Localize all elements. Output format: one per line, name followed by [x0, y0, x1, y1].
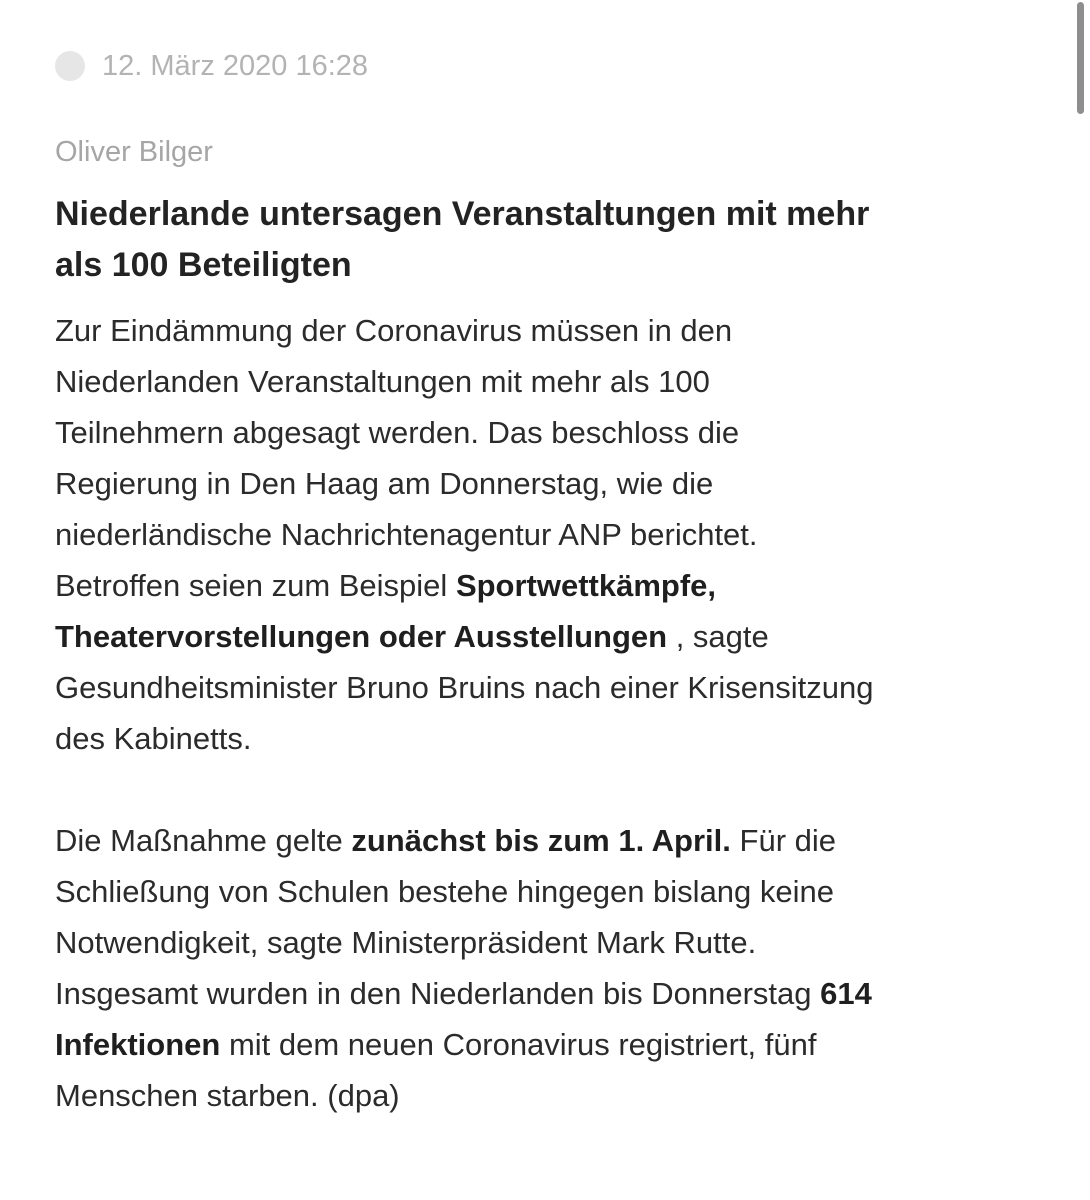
paragraph-line: Teilnehmern abgesagt werden. Das beschloss die	[55, 415, 740, 450]
entry-paragraph-1	[55, 305, 1045, 764]
scrollbar-thumb[interactable]	[1077, 2, 1084, 114]
paragraph-text: Insgesamt wurden in den Niederlanden bis Donnerstag	[55, 976, 821, 1011]
emphasis-text: Infektionen	[55, 1027, 221, 1062]
paragraph-line: des Kabinetts.	[55, 721, 252, 756]
headline-line: Niederlande untersagen Veranstaltungen mit mehr	[55, 195, 870, 233]
paragraph-text: , sagte	[667, 619, 769, 654]
paragraph-line: Niederlanden Veranstaltungen mit mehr als 100	[55, 364, 710, 399]
paragraph-text: mit dem neuen Coronavirus registriert, fünf	[220, 1027, 817, 1062]
entry-timestamp: 12. März 2020 16:28	[102, 49, 369, 82]
paragraph-line: Menschen starben. (dpa)	[55, 1078, 400, 1113]
paragraph-line: niederländische Nachrichtenagentur ANP berichtet.	[55, 517, 758, 552]
entry-author: Oliver Bilger	[55, 136, 213, 168]
headline-line: als 100 Beteiligten	[55, 246, 352, 284]
emphasis-text: 614	[820, 976, 872, 1011]
emphasis-text: Sportwettkämpfe,	[455, 568, 717, 603]
paragraph-line: Zur Eindämmung der Coronavirus müssen in den	[55, 313, 733, 348]
paragraph-line: Schließung von Schulen bestehe hingegen bislang keine	[55, 874, 835, 909]
entry-headline	[55, 189, 1025, 291]
paragraph-text: Betroffen seien zum Beispiel	[55, 568, 456, 603]
live-blog-entry	[55, 46, 1045, 1121]
emphasis-text: zunächst bis zum 1. April.	[351, 823, 731, 858]
paragraph-line: Regierung in Den Haag am Donnerstag, wie die	[55, 466, 714, 501]
entry-paragraph-2	[55, 815, 1045, 1121]
emphasis-text: Theatervorstellungen oder Ausstellungen	[55, 619, 668, 654]
paragraph-text: Die Maßnahme gelte	[55, 823, 352, 858]
paragraph-line: Gesundheitsminister Bruno Bruins nach einer Krisensitzung	[55, 670, 874, 705]
entry-meta	[55, 46, 1045, 86]
status-dot-icon	[55, 51, 85, 81]
paragraph-text: Für die	[730, 823, 837, 858]
paragraph-line: Notwendigkeit, sagte Ministerpräsident Mark Rutte.	[55, 925, 757, 960]
